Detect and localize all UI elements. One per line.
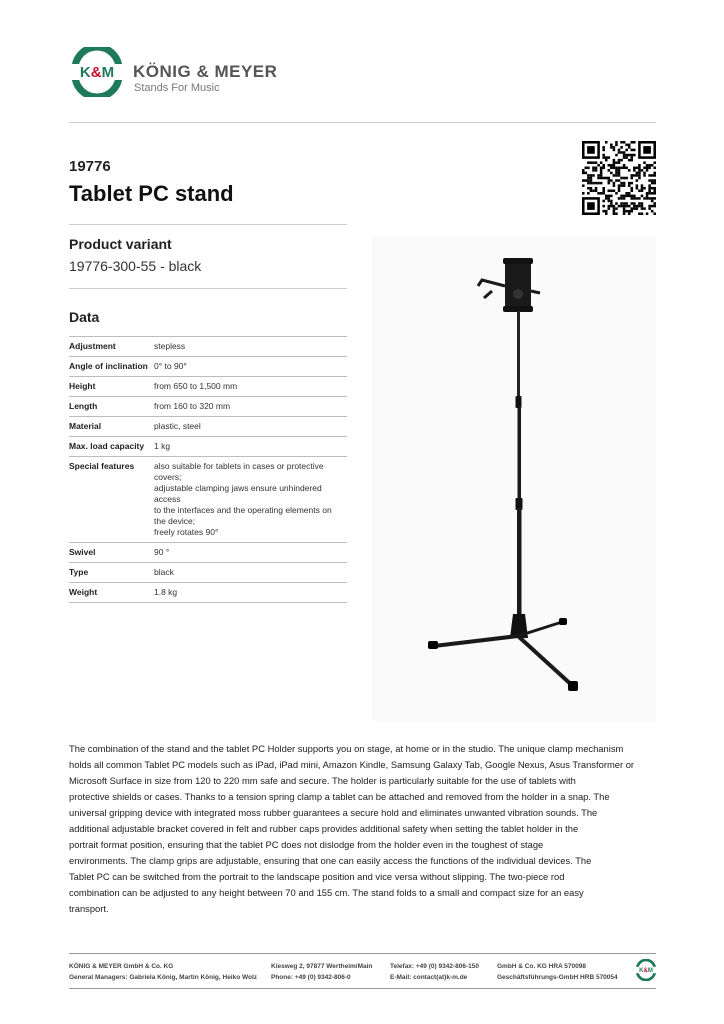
- spec-line: adjustable clamping jaws ensure unhindered access: [154, 483, 322, 504]
- footer-bottom-divider: [69, 988, 656, 989]
- description-line: The combination of the stand and the tablet PC Holder supports you on stage, at home or in the studio. The unique clamp mechanism: [69, 743, 624, 754]
- table-row: [69, 397, 347, 417]
- description-line: portrait format position, ensuring that the tablet PC does not dislodge from the holder even in the toughest of stage: [69, 839, 544, 850]
- spec-value: 0° to 90°: [154, 357, 347, 377]
- km-logo-icon: [634, 959, 658, 981]
- table-row: [69, 417, 347, 437]
- product-image: [372, 236, 656, 722]
- footer-line: E-Mail: contact(at)k-m.de: [390, 974, 468, 981]
- description-line: protective shields or cases. Thanks to a tension spring clamp a tablet can be attached and removed from the holder in a snap. The: [69, 791, 610, 802]
- description-line: universal gripping device with integrated moss rubber guarantees a secure hold and eliminates unwanted vibration sounds. The: [69, 807, 598, 818]
- qr-code: [582, 141, 656, 215]
- table-row: [69, 457, 347, 543]
- spec-line: to the interfaces and the operating elements on: [154, 505, 332, 515]
- spec-value: from 650 to 1,500 mm: [154, 377, 347, 397]
- spec-key: Material: [69, 417, 154, 437]
- footer-line: KÖNIG & MEYER GmbH & Co. KG: [69, 963, 174, 970]
- table-row: [69, 377, 347, 397]
- spec-line: the device;: [154, 516, 196, 526]
- spec-line: freely rotates 90°: [154, 527, 219, 537]
- brand-logo: [67, 47, 127, 97]
- variant-heading: Product variant: [69, 236, 172, 252]
- footer-company: [69, 961, 257, 983]
- table-row: [69, 543, 347, 563]
- spec-line: covers;: [154, 472, 182, 482]
- spec-value-multiline: [154, 457, 347, 543]
- footer-logo: [634, 959, 658, 981]
- spec-value: plastic, steel: [154, 417, 347, 437]
- table-row: [69, 357, 347, 377]
- article-number: 19776: [69, 158, 111, 175]
- variant-divider: [69, 288, 347, 289]
- spec-value: 90 °: [154, 543, 347, 563]
- table-row: [69, 583, 347, 603]
- footer-address: [271, 961, 372, 983]
- footer-line: GmbH & Co. KG HRA 570098: [497, 963, 586, 970]
- footer-line: Geschäftsführungs-GmbH HRB 570054: [497, 974, 618, 981]
- spec-value: from 160 to 320 mm: [154, 397, 347, 417]
- spec-value: black: [154, 563, 347, 583]
- spec-line: also suitable for tablets in cases or protective: [154, 461, 324, 471]
- spec-value: stepless: [154, 337, 347, 357]
- spec-key: Swivel: [69, 543, 154, 563]
- svg-text:K&M: K&M: [639, 968, 653, 974]
- footer-top-divider: [69, 953, 656, 954]
- spec-value: 1.8 kg: [154, 583, 347, 603]
- spec-key: Length: [69, 397, 154, 417]
- variant-value: 19776-300-55 - black: [69, 258, 202, 274]
- brand-tagline: Stands For Music: [134, 82, 220, 94]
- spec-value: 1 kg: [154, 437, 347, 457]
- spec-key: Max. load capacity: [69, 437, 154, 457]
- svg-text:K&M: K&M: [79, 64, 115, 81]
- description-line: additional adjustable bracket covered in felt and rubber caps provides additional safety when setting the tablet holder in the: [69, 823, 579, 834]
- product-description: [69, 741, 661, 917]
- header-divider: [69, 122, 656, 123]
- footer-line: Phone: +49 (0) 9342-806-0: [271, 974, 351, 981]
- title-divider: [69, 224, 347, 225]
- spec-key: Special features: [69, 457, 154, 543]
- spec-key: Weight: [69, 583, 154, 603]
- spec-key: Adjustment: [69, 337, 154, 357]
- spec-key: Type: [69, 563, 154, 583]
- km-logo-icon: [67, 47, 127, 97]
- tablet-stand-icon: [372, 236, 656, 722]
- product-title: Tablet PC stand: [69, 181, 234, 206]
- data-heading: Data: [69, 309, 100, 325]
- description-line: holds all common Tablet PC models such as iPad, iPad mini, Amazon Kindle, Samsung Galaxy Tab, Google Nexus, Asus Transformer or: [69, 759, 635, 770]
- table-row: [69, 337, 347, 357]
- footer-line: Telefax: +49 (0) 9342-806-150: [390, 963, 479, 970]
- description-line: Microsoft Surface in size from 120 to 220 mm safe and secure. The holder is particularly suitable for the use of tablets with: [69, 775, 576, 786]
- spec-table: [69, 336, 347, 603]
- footer-contact: [390, 961, 479, 983]
- table-row: [69, 437, 347, 457]
- spec-key: Height: [69, 377, 154, 397]
- description-line: Tablet PC can be switched from the portrait to the landscape position and vice versa without slipping. The two-piece rod: [69, 871, 565, 882]
- footer-line: General Managers: Gabriela König, Martin König, Heiko Wolz: [69, 974, 258, 981]
- footer-line: Kiesweg 2, 97877 Wertheim/Main: [271, 963, 373, 970]
- description-line: environments. The clamp grips are adjustable, ensuring that one can easily access the functions of the individual devices. The: [69, 855, 592, 866]
- description-line: transport.: [69, 903, 109, 914]
- spec-key: Angle of inclination: [69, 357, 154, 377]
- table-row: [69, 563, 347, 583]
- description-line: combination can be adjusted to any height between 70 and 155 cm. The stand folds to a small and compact size for an easy: [69, 887, 584, 898]
- footer-registry: [497, 961, 618, 983]
- brand-name: KÖNIG & MEYER: [133, 62, 278, 81]
